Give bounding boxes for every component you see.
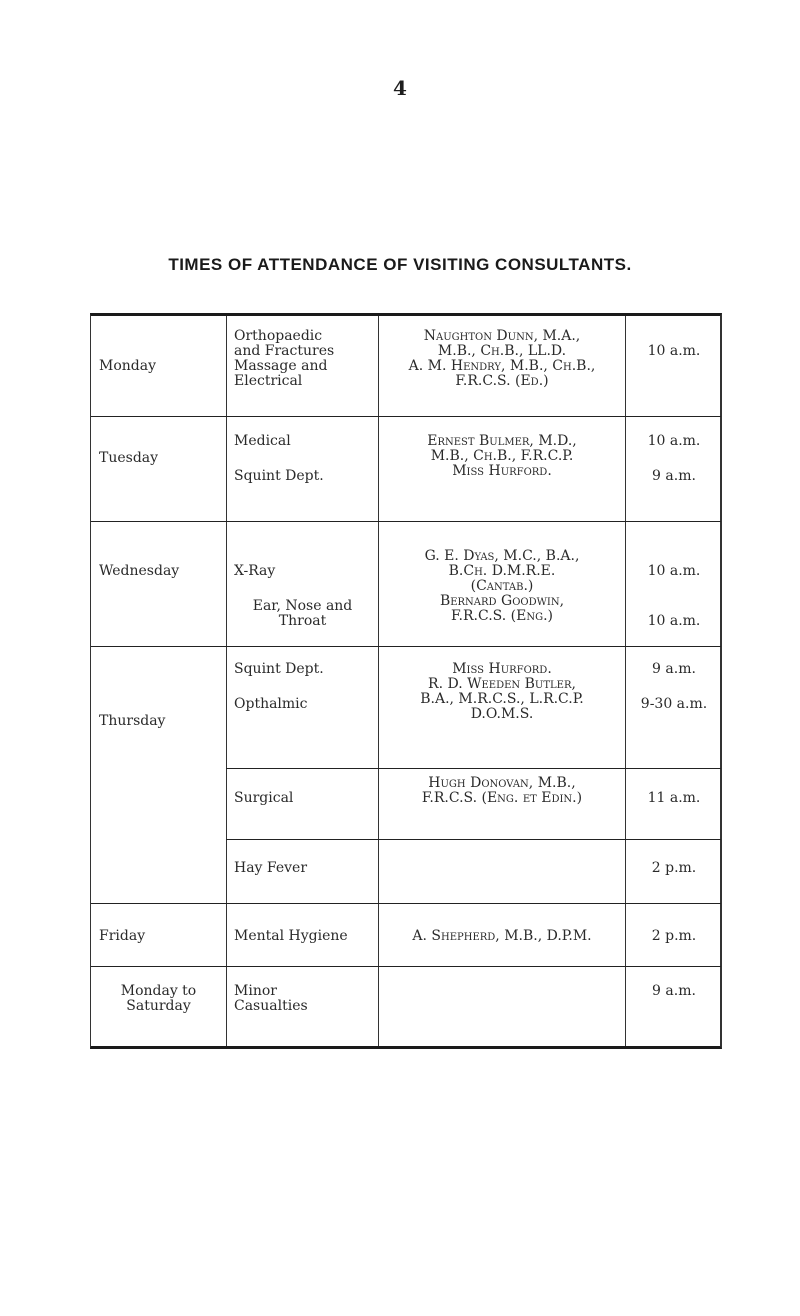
time-cell: 9-30 a.m.	[640, 696, 708, 712]
department-cell	[234, 329, 334, 389]
time-cell: 2 p.m.	[651, 860, 697, 876]
attendance-table	[90, 313, 722, 1049]
time-cell: 9 a.m.	[652, 661, 696, 677]
consultant-cell	[379, 329, 625, 389]
row-divider	[91, 521, 721, 522]
consultant-cell	[379, 434, 625, 479]
department-line: Electrical	[234, 373, 303, 389]
consultant-line: Miss Hurford.	[452, 661, 552, 677]
day-cell	[91, 984, 226, 1014]
day-cell: Tuesday	[99, 450, 159, 466]
consultant-cell	[379, 776, 625, 806]
consultant-line: M.B., Ch.B., LL.D.	[437, 343, 567, 359]
consultant-line: Miss Hurford.	[452, 463, 552, 479]
consultant-line: F.R.C.S. (Eng.)	[451, 608, 553, 624]
department-cell: Squint Dept.	[234, 661, 324, 677]
department-cell	[234, 984, 308, 1014]
row-divider	[91, 903, 721, 904]
department-cell: Opthalmic	[234, 696, 308, 712]
consultant-line: F.R.C.S. (Eng. et Edin.)	[421, 790, 583, 806]
consultant-line: Hugh Donovan, M.B.,	[428, 775, 576, 791]
row-divider	[91, 646, 721, 647]
day-cell: Wednesday	[99, 563, 180, 579]
department-line: Throat	[278, 613, 327, 629]
consultant-cell: A. Shepherd, M.B., D.P.M.	[412, 928, 592, 944]
row-divider	[226, 839, 721, 840]
department-line: Orthopaedic	[234, 328, 323, 344]
consultant-line: M.B., Ch.B., F.R.C.P.	[430, 448, 574, 464]
department-cell: Hay Fever	[234, 860, 308, 876]
department-line: and Fractures	[234, 343, 335, 359]
consultant-line: A. M. Hendry, M.B., Ch.B.,	[408, 358, 596, 374]
day-line: Saturday	[126, 998, 191, 1014]
page-title: TIMES OF ATTENDANCE OF VISITING CONSULTANTS.	[168, 255, 632, 274]
time-cell: 2 p.m.	[651, 928, 697, 944]
consultant-line: (Cantab.)	[470, 578, 534, 594]
time-cell: 10 a.m.	[647, 343, 701, 359]
time-cell: 10 a.m.	[647, 563, 701, 579]
consultant-line: B.Ch. D.M.R.E.	[448, 563, 556, 579]
row-divider	[91, 966, 721, 967]
department-cell: Medical	[234, 433, 291, 449]
consultant-cell	[379, 549, 625, 624]
time-cell: 10 a.m.	[647, 613, 701, 629]
day-cell: Thursday	[99, 713, 166, 729]
time-cell: 9 a.m.	[652, 468, 696, 484]
consultant-line: B.A., M.R.C.S., L.R.C.P.	[420, 691, 584, 707]
day-line: Monday to	[120, 983, 197, 999]
column-divider-1	[226, 316, 227, 1046]
consultant-line: Ernest Bulmer, M.D.,	[427, 433, 577, 449]
department-cell	[227, 599, 378, 629]
department-cell: Mental Hygiene	[234, 928, 348, 944]
day-cell: Monday	[99, 358, 156, 374]
page-number: 4	[393, 76, 407, 100]
time-cell: 10 a.m.	[647, 433, 701, 449]
consultant-line: R. D. Weeden Butler,	[428, 676, 576, 692]
department-cell: X-Ray	[234, 563, 276, 579]
department-line: Massage and	[234, 358, 328, 374]
consultant-line: Naughton Dunn, M.A.,	[423, 328, 581, 344]
consultant-line: F.R.C.S. (Ed.)	[455, 373, 549, 389]
consultant-line: G. E. Dyas, M.C., B.A.,	[424, 548, 580, 564]
row-divider	[226, 768, 721, 769]
consultant-line: Bernard Goodwin,	[439, 593, 565, 609]
department-cell: Surgical	[234, 790, 294, 806]
department-line: Ear, Nose and	[252, 598, 353, 614]
day-cell: Friday	[99, 928, 146, 944]
consultant-cell	[379, 662, 625, 722]
department-cell: Squint Dept.	[234, 468, 324, 484]
department-line: Casualties	[234, 998, 308, 1014]
consultant-line: D.O.M.S.	[470, 706, 534, 722]
time-cell: 11 a.m.	[647, 790, 701, 806]
row-divider	[91, 416, 721, 417]
time-cell: 9 a.m.	[652, 983, 696, 999]
department-line: Minor	[234, 983, 277, 999]
